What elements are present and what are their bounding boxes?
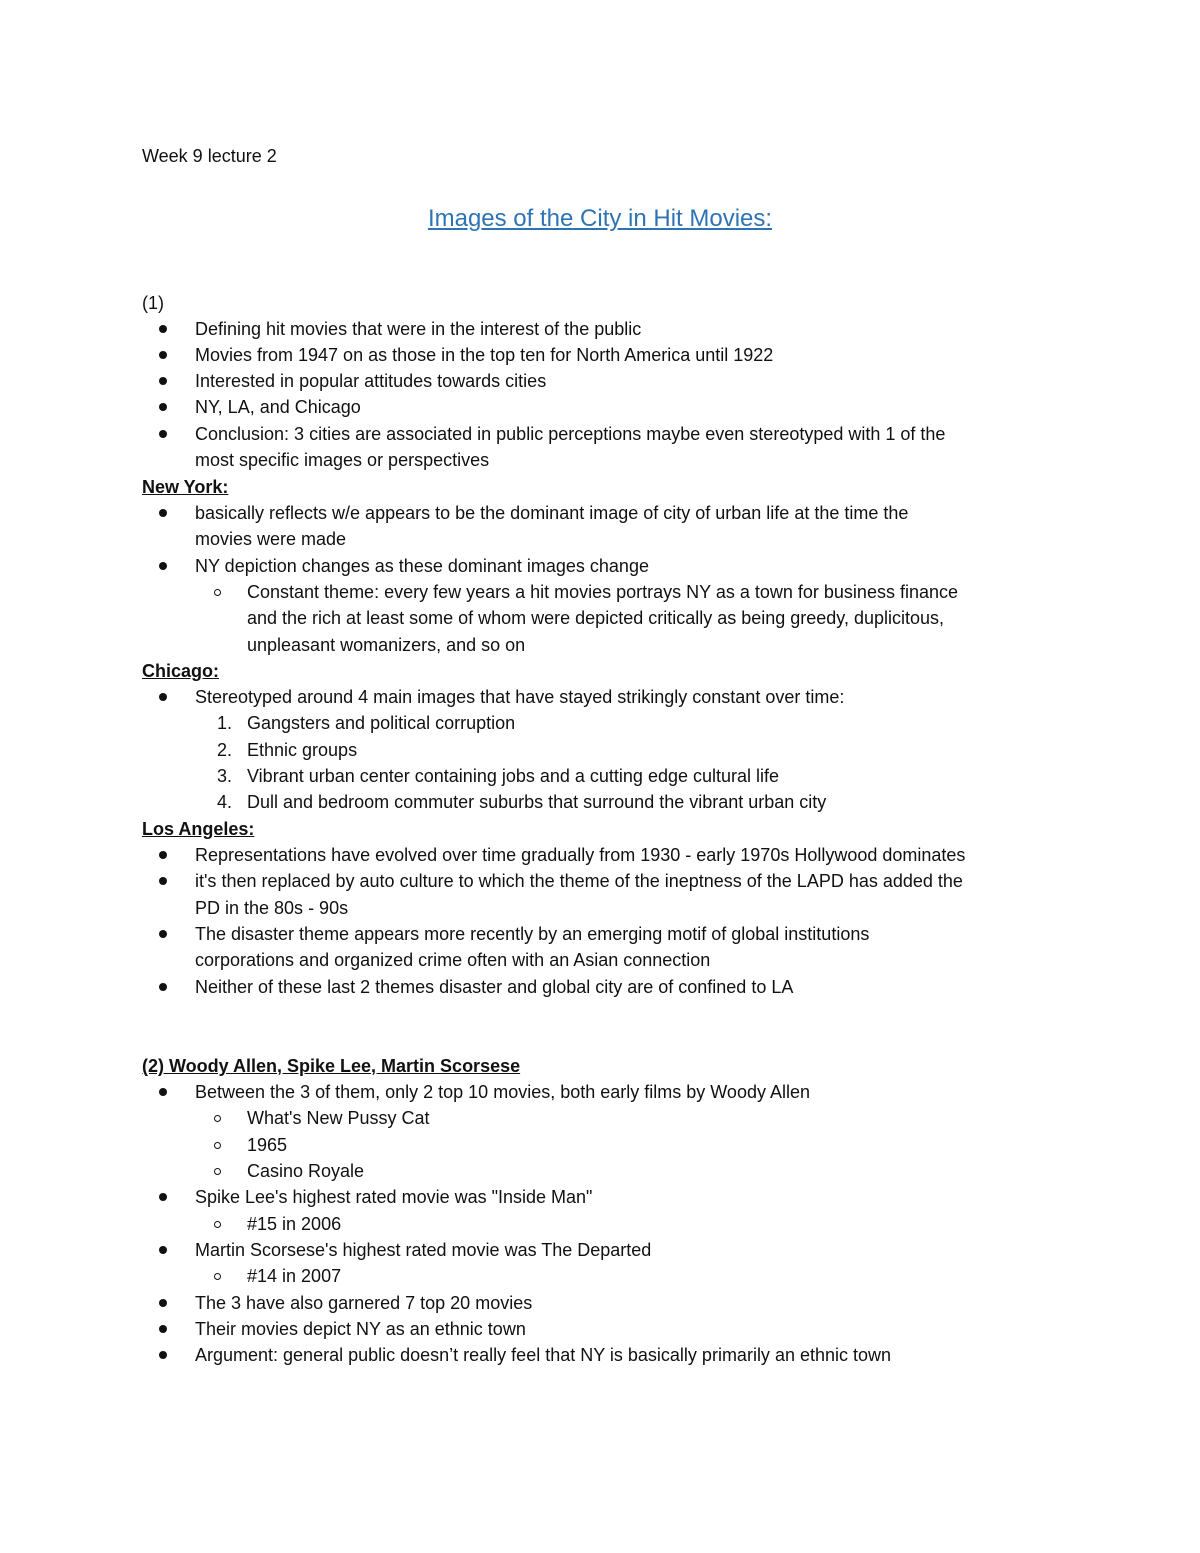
list-item: Their movies depict NY as an ethnic town <box>195 1319 526 1339</box>
bullet-icon <box>158 316 168 342</box>
bullet-icon <box>158 553 168 579</box>
new-york-heading: New York: <box>142 477 229 497</box>
list-item: Representations have evolved over time gradually from 1930 - early 1970s Hollywood dominates <box>195 845 966 865</box>
los-angeles-heading: Los Angeles: <box>142 819 255 839</box>
bullet-icon <box>158 500 168 526</box>
list-item: The disaster theme appears more recently by an emerging motif of global institutions <box>195 924 870 944</box>
list-number: 4. <box>216 792 232 812</box>
sub-bullet-icon <box>212 579 222 605</box>
bullet-icon <box>158 974 168 1000</box>
list-item-continuation: PD in the 80s - 90s <box>195 898 349 918</box>
list-item: Between the 3 of them, only 2 top 10 movies, both early films by Woody Allen <box>195 1082 810 1102</box>
numbered-item: Dull and bedroom commuter suburbs that surround the vibrant urban city <box>247 792 827 812</box>
bullet-icon <box>158 394 168 420</box>
bullet-icon <box>158 1184 168 1210</box>
sub-list-item: Casino Royale <box>247 1161 365 1181</box>
bullet-icon <box>158 1237 168 1263</box>
bullet-icon <box>158 842 168 868</box>
sub-bullet-icon <box>212 1211 222 1237</box>
numbered-item: Vibrant urban center containing jobs and a cutting edge cultural life <box>247 766 780 786</box>
list-item-continuation: most specific images or perspectives <box>195 450 490 470</box>
page-title: Images of the City in Hit Movies: <box>427 205 773 232</box>
list-item-continuation: corporations and organized crime often with an Asian connection <box>195 950 711 970</box>
list-item: Defining hit movies that were in the interest of the public <box>195 319 642 339</box>
bullet-icon <box>158 684 168 710</box>
list-item: basically reflects w/e appears to be the dominant image of city of urban life at the time the <box>195 503 909 523</box>
list-item: it's then replaced by auto culture to which the theme of the ineptness of the LAPD has added the <box>195 871 963 891</box>
list-item: NY depiction changes as these dominant images change <box>195 556 649 576</box>
bullet-icon <box>158 1290 168 1316</box>
sub-list-item-continuation: and the rich at least some of whom were depicted critically as being greedy, duplicitous, <box>247 608 945 628</box>
section-2-heading: (2) Woody Allen, Spike Lee, Martin Scorsese <box>142 1056 521 1076</box>
bullet-icon <box>158 921 168 947</box>
bullet-icon <box>158 342 168 368</box>
list-item: Martin Scorsese's highest rated movie was The Departed <box>195 1240 652 1260</box>
list-item: Stereotyped around 4 main images that have stayed strikingly constant over time: <box>195 687 845 707</box>
bullet-icon <box>158 1316 168 1342</box>
sub-list-item: 1965 <box>247 1135 288 1155</box>
section-1-label: (1) <box>142 293 164 313</box>
list-number: 1. <box>216 713 232 733</box>
bullet-icon <box>158 1342 168 1368</box>
sub-list-item: What's New Pussy Cat <box>247 1108 430 1128</box>
sub-list-item-continuation: unpleasant womanizers, and so on <box>247 635 526 655</box>
sub-list-item: #15 in 2006 <box>247 1214 342 1234</box>
list-item: Neither of these last 2 themes disaster and global city are of confined to LA <box>195 977 794 997</box>
numbered-item: Gangsters and political corruption <box>247 713 516 733</box>
sub-bullet-icon <box>212 1158 222 1184</box>
list-item: Spike Lee's highest rated movie was "Inside Man" <box>195 1187 593 1207</box>
list-item: Argument: general public doesn’t really feel that NY is basically primarily an ethnic town <box>195 1345 892 1365</box>
week-label: Week 9 lecture 2 <box>142 146 277 166</box>
sub-bullet-icon <box>212 1105 222 1131</box>
bullet-icon <box>158 868 168 894</box>
chicago-heading: Chicago: <box>142 661 220 681</box>
bullet-icon <box>158 421 168 447</box>
bullet-icon <box>158 368 168 394</box>
sub-list-item: #14 in 2007 <box>247 1266 342 1286</box>
list-item: Conclusion: 3 cities are associated in public perceptions maybe even stereotyped with 1 of the <box>195 424 946 444</box>
list-number: 2. <box>216 740 232 760</box>
list-item: Interested in popular attitudes towards cities <box>195 371 547 391</box>
bullet-icon <box>158 1079 168 1105</box>
sub-bullet-icon <box>212 1132 222 1158</box>
sub-list-item: Constant theme: every few years a hit movies portrays NY as a town for business finance <box>247 582 958 602</box>
list-item-continuation: movies were made <box>195 529 347 549</box>
list-item: NY, LA, and Chicago <box>195 397 361 417</box>
list-number: 3. <box>216 766 232 786</box>
list-item: The 3 have also garnered 7 top 20 movies <box>195 1293 533 1313</box>
sub-bullet-icon <box>212 1263 222 1289</box>
list-item: Movies from 1947 on as those in the top ten for North America until 1922 <box>195 345 774 365</box>
numbered-item: Ethnic groups <box>247 740 358 760</box>
